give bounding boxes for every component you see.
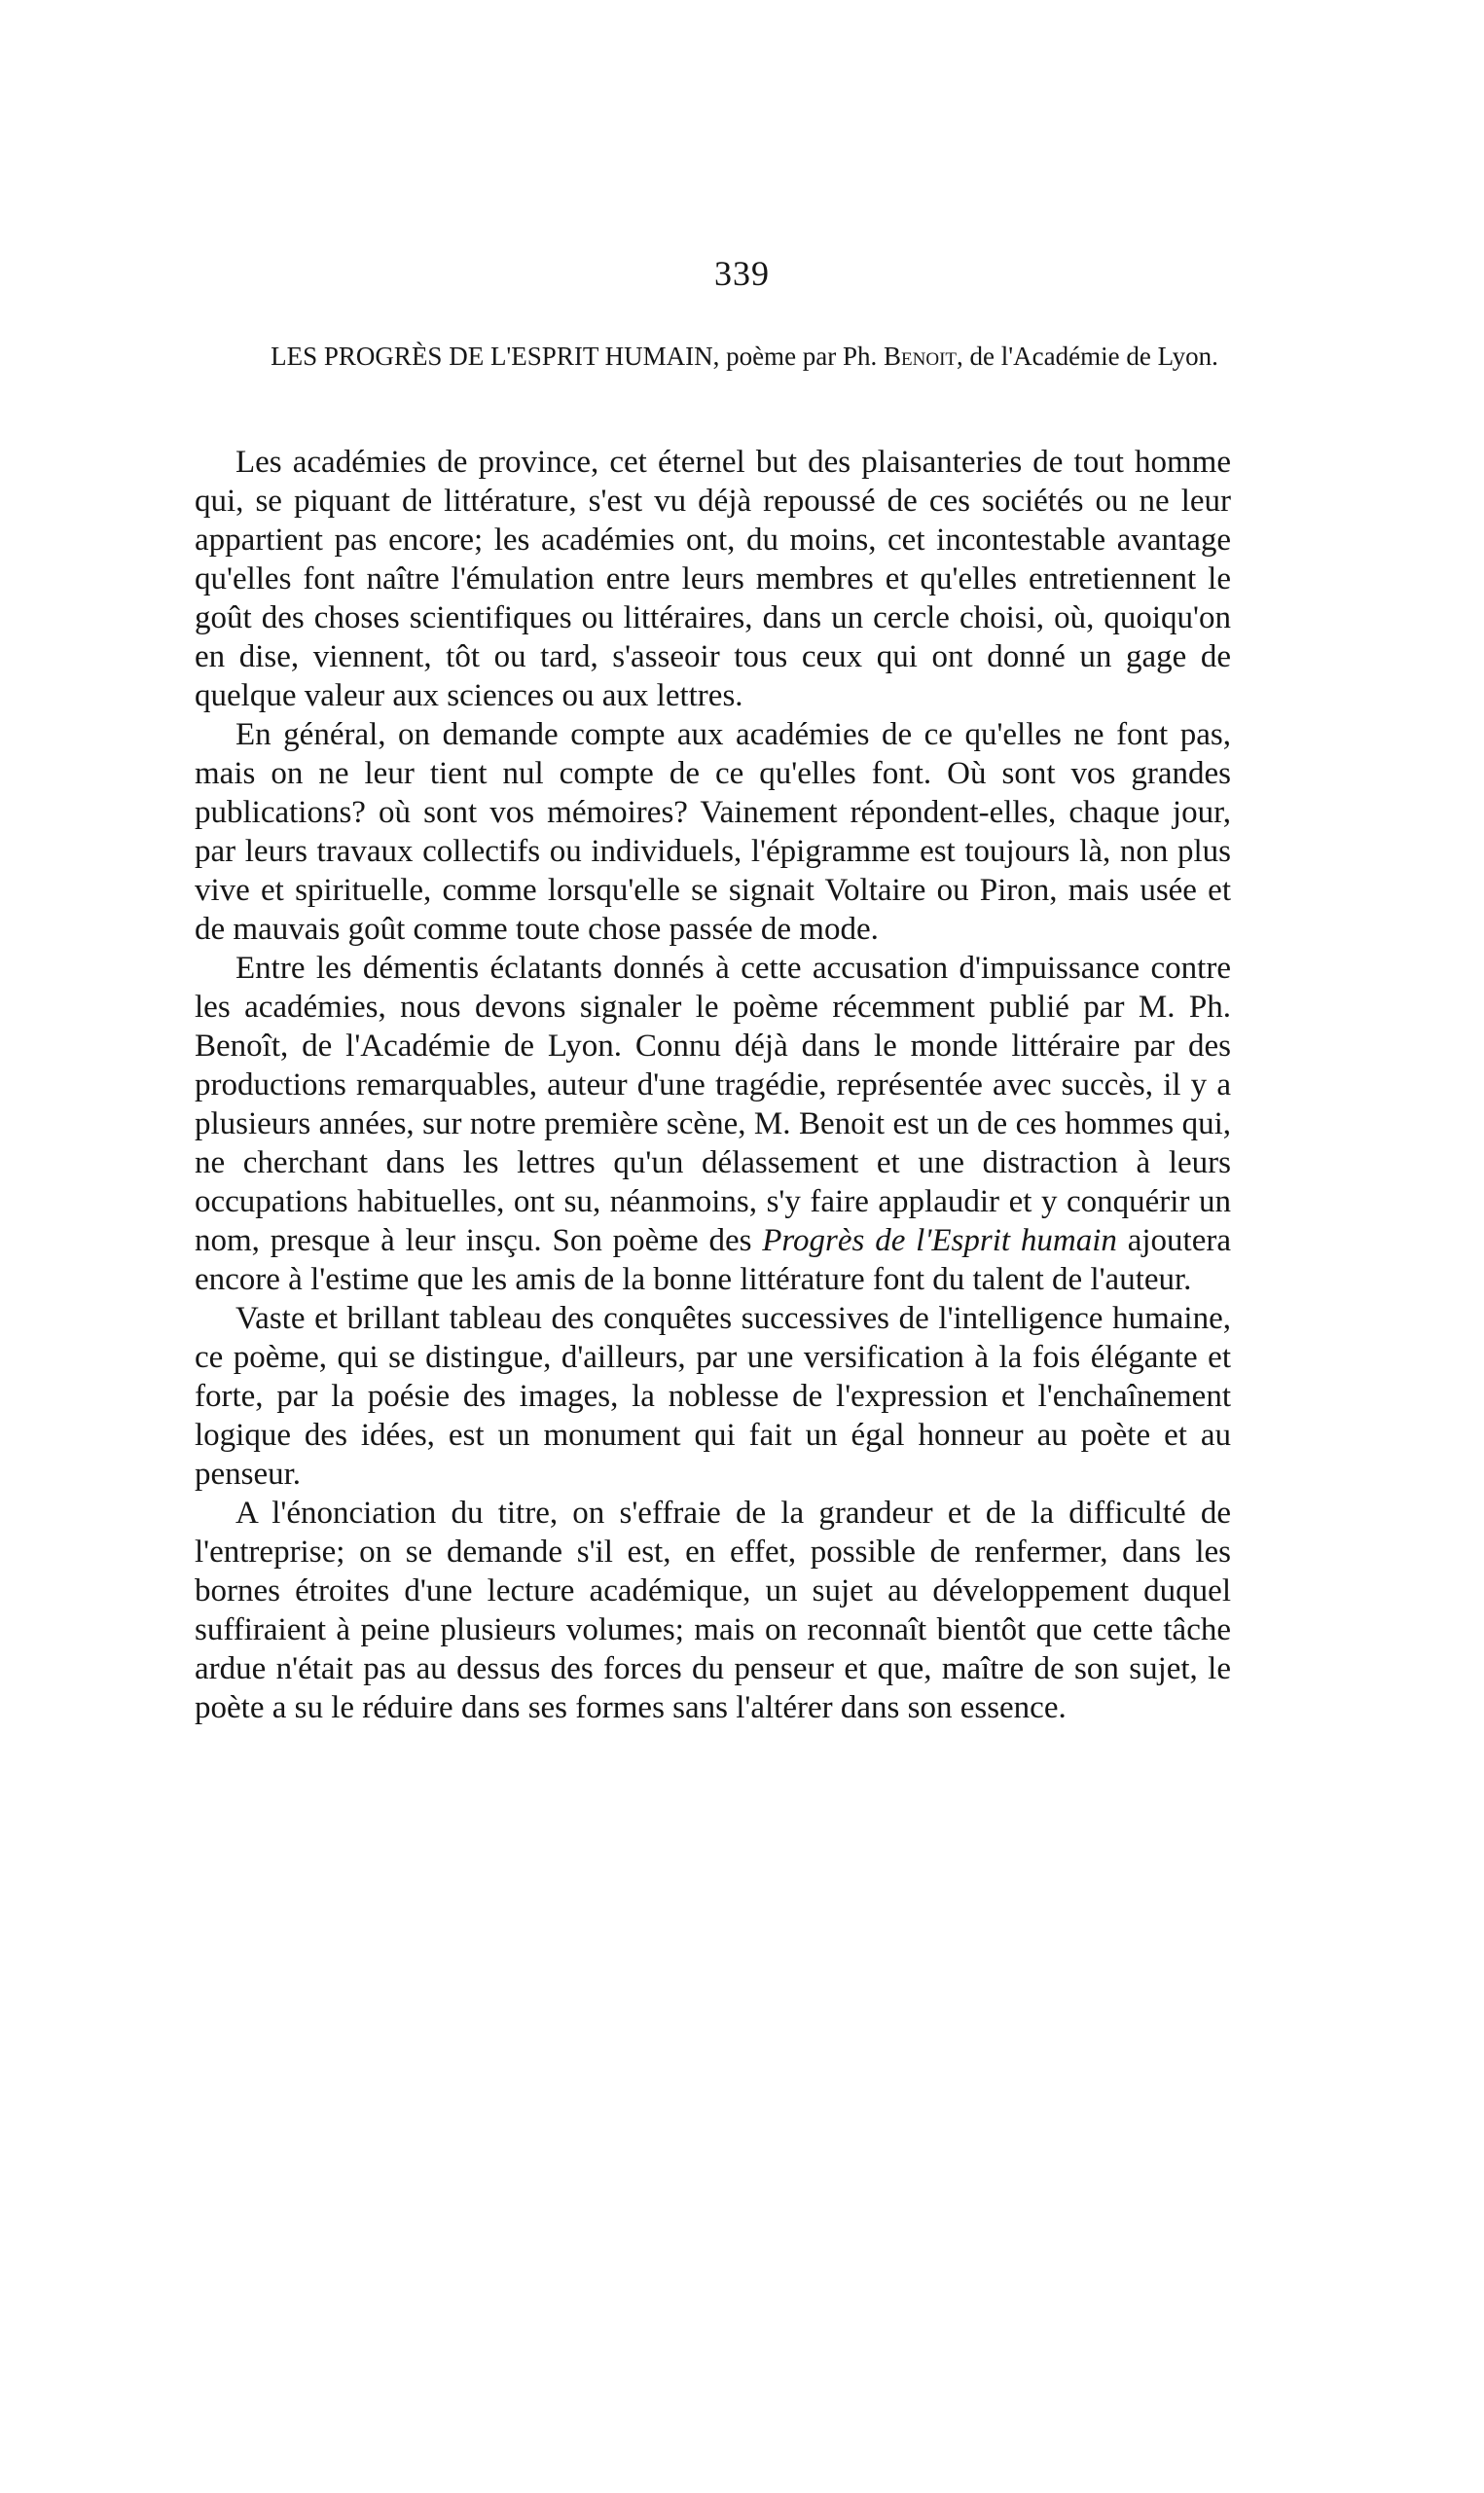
paragraph-3 [195, 949, 1231, 1299]
paragraph-5: A l'énonciation du titre, on s'effraie de la grandeur et de la difficulté de l'entreprise; on se demande s'il est, en effet, possible de renfermer, dans les bornes étroites d'une lecture académique, un sujet au développement duquel suffiraient à peine plusieurs volumes; mais on reconnaît bientôt que cette tâche ardue n'était pas au dessus des forces du penseur et que, maître de son sujet, le poète a su le réduire dans ses formes sans l'altérer dans son essence. [195, 1496, 1231, 1725]
title-byline: poème par Ph. [719, 342, 885, 371]
article-body [195, 443, 1231, 1727]
title-main: LES PROGRÈS DE L'ESPRIT HUMAIN, [271, 342, 720, 371]
paragraph-3-text-after: ajoutera encore à l'estime que les amis de la bonne littérature font du talent de l'auteur. [195, 1223, 1231, 1297]
poem-title-italic: Progrès de l'Esprit humain [762, 1223, 1117, 1258]
paragraph-1: Les académies de province, cet éternel but des plaisanteries de tout homme qui, se piquant de littérature, s'est vu déjà repoussé de ces sociétés ou ne leur appartient pas encore; les académies ont, du moins, cet incontestable avantage qu'elles font naître l'émulation entre leurs membres et qu'elles entretiennent le goût des choses scientifiques ou littéraires, dans un cercle choisi, où, quoiqu'on en dise, viennent, tôt ou tard, s'asseoir tous ceux qui ont donné un gage de quelque valeur aux sciences ou aux lettres. [195, 445, 1231, 713]
paragraph-2: En général, on demande compte aux académies de ce qu'elles ne font pas, mais on ne leur tient nul compte de ce qu'elles font. Où sont vos grandes publications? où sont vos mémoires? Vainement répondent-elles, chaque jour, par leurs travaux collectifs ou individuels, l'épigramme est toujours là, non plus vive et spirituelle, comme lorsqu'elle se signait Voltaire ou Piron, mais usée et de mauvais goût comme toute chose passée de mode. [195, 717, 1231, 947]
author-surname: Benoit [884, 342, 958, 371]
title-academy: , de l'Académie de Lyon. [957, 342, 1218, 371]
article-title [195, 336, 1294, 377]
paragraph-3-text-before: Entre les démentis éclatants donnés à cette accusation d'impuissance contre les académies, nous devons signaler le poème récemment publié par M. Ph. Benoît, de l'Académie de Lyon. Connu déjà dans le monde littéraire par des productions remarquables, auteur d'une tragédie, représentée avec succès, il y a plusieurs années, sur notre première scène, M. Benoit est un de ces hommes qui, ne cherchant dans les lettres qu'un délassement et une distraction à leurs occupations habituelles, ont su, néanmoins, s'y faire applaudir et y conquérir un nom, presque à leur insçu. Son poème des [195, 951, 1231, 1258]
paragraph-4: Vaste et brillant tableau des conquêtes successives de l'intelligence humaine, ce poème, qui se distingue, d'ailleurs, par une versification à la fois élégante et forte, par la poésie des images, la noblesse de l'expression et l'enchaînement logique des idées, est un monument qui fait un égal honneur au poète et au penseur. [195, 1301, 1231, 1492]
page-number: 339 [714, 254, 770, 293]
